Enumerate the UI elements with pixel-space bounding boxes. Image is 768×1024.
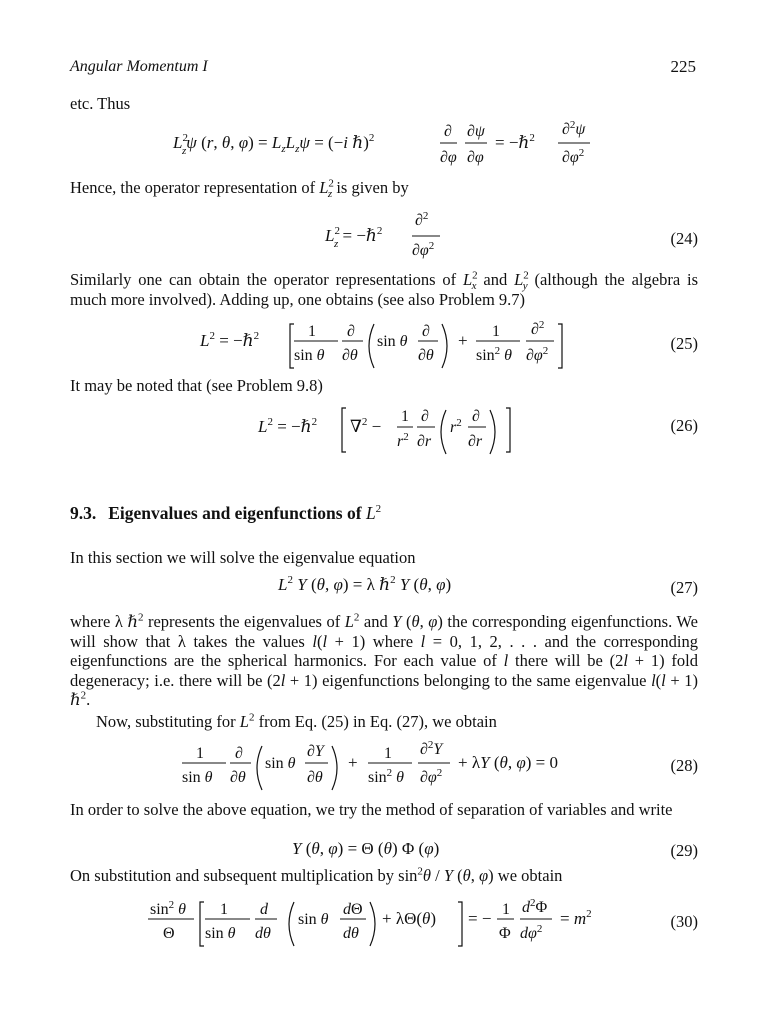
svg-text:d: d [260, 901, 268, 918]
svg-text:dφ2: $d\varphi^2$ [520, 923, 543, 942]
svg-text:sin2 θ: $\sin^2 \theta$ [476, 345, 513, 364]
paragraph-separation: In order to solve the above equation, we try the method of separation of variables and write [70, 800, 673, 819]
equation-25-body [70, 316, 698, 376]
svg-text:L2 = −ℏ2: $L^2$ = −ℏ$^2$ [200, 330, 260, 350]
svg-text:+: + [348, 753, 358, 772]
svg-text:∂r: ∂r [468, 433, 483, 450]
svg-text:= m2: = $m^2$ [560, 908, 592, 928]
paragraph-substitution: On substitution and subsequent multiplication by $\sin^2\theta$ / Y (θ, φ) we obtain [70, 865, 563, 885]
page-number: 225 [670, 57, 696, 76]
svg-text:∂: ∂ [235, 745, 243, 762]
svg-text:sin θ: sin θ [294, 347, 325, 364]
svg-text:sin2 θ: $\sin^2 \theta$ [150, 899, 187, 918]
equation-24-body [70, 205, 698, 265]
svg-text:∂φ2: $\partial\varphi^2$ [526, 345, 549, 364]
svg-text:∇2 −: ∇$^2$ − [350, 416, 382, 436]
svg-text:= −: = − [468, 909, 492, 928]
svg-text:dθ: dθ [343, 925, 359, 942]
svg-text:1: 1 [196, 745, 204, 762]
svg-text:sin θ: sin θ [298, 911, 329, 928]
svg-text:1: 1 [220, 901, 228, 918]
svg-text:∂φ: ∂φ [467, 149, 484, 166]
svg-text:∂: ∂ [444, 123, 452, 140]
equation-30 [70, 892, 698, 952]
svg-text:∂ψ: ∂ψ [467, 123, 485, 140]
svg-text:∂: ∂ [421, 408, 429, 425]
equation-26-body [70, 398, 698, 458]
svg-text:sin θ: sin θ [205, 925, 236, 942]
equation-unnumbered [70, 118, 698, 178]
svg-text:L2 = −ℏ2: $L^2$ = −ℏ$^2$ [258, 416, 318, 436]
svg-text:∂: ∂ [472, 408, 480, 425]
paragraph-where-lambda: where λ ℏ$^2$ represents the eigenvalues of $L^2$ and Y (θ, φ) the corresponding eigenfunctions. We will show that λ takes the values l(l + 1) where l = 0, 1, 2, . . . and the corresponding eigenfunctions are the spherical harmonics. For each value of l there will be (2l + 1) fold degeneracy; i.e. there will be (2l + 1) eigenfunctions belonging to the same eigenvalue l(l + 1) ℏ$^2$. [70, 611, 699, 709]
svg-text:∂φ2: $\partial\varphi^2$ [562, 147, 585, 166]
svg-text:1: 1 [308, 323, 316, 340]
svg-text:sin θ: sin θ [182, 769, 213, 786]
equation-lz2-psi [70, 118, 698, 178]
equation-number: (29) [670, 841, 698, 860]
svg-text:dΘ: dΘ [343, 901, 363, 918]
equation-number: (28) [670, 756, 698, 775]
equation-number: (26) [670, 416, 698, 435]
equation-number: (24) [670, 229, 698, 248]
equation-number: (30) [670, 912, 698, 931]
paragraph-similarly: Similarly one can obtain the operator representations of $L^2_x$ and $L^2_y$ (although the algebra is much more involved). Adding up, one obtains (see also Problem 9.7) [70, 269, 698, 309]
svg-text:1: 1 [384, 745, 392, 762]
svg-text:∂φ: ∂φ [440, 149, 457, 166]
svg-text:sin2 θ: $\sin^2 \theta$ [368, 767, 405, 786]
svg-text:r2: $r^2$ [397, 431, 409, 450]
section-number: 9.3. [70, 503, 97, 523]
equation-28 [70, 738, 698, 798]
equation-24 [70, 205, 698, 265]
paragraph-etc-thus: etc. Thus [70, 94, 131, 113]
equation-25 [70, 316, 698, 376]
svg-text:∂θ: ∂θ [342, 347, 358, 364]
svg-text:sin θ: sin θ [265, 755, 296, 772]
svg-text:Θ: Θ [163, 925, 175, 942]
svg-text:∂2: ∂$^2$ [415, 210, 429, 229]
paragraph-in-this-section: In this section we will solve the eigenvalue equation [70, 548, 416, 567]
svg-text:∂Y: ∂Y [307, 743, 324, 760]
equation-number: (27) [670, 578, 698, 597]
svg-text:= −ℏ2: = −ℏ$^2$ [495, 132, 535, 152]
svg-text:d2Φ: $d^2\Phi$ [522, 897, 548, 916]
svg-text:sin θ: sin θ [377, 333, 408, 350]
svg-text:∂r: ∂r [417, 433, 432, 450]
svg-text:∂θ: ∂θ [230, 769, 246, 786]
svg-text:+: + [458, 331, 468, 350]
svg-text:∂φ2: $\partial\varphi^2$ [412, 240, 435, 259]
svg-text:Φ: Φ [499, 925, 511, 942]
equation-28-body [70, 738, 698, 798]
svg-text:r2: $r^2$ [450, 417, 462, 436]
equation-30-body [70, 892, 698, 952]
svg-text:∂θ: ∂θ [307, 769, 323, 786]
equation-26 [70, 398, 698, 458]
paragraph-substituting: Now, substituting for $L^2$ from Eq. (25) in Eq. (27), we obtain [96, 711, 497, 731]
svg-text:L2zψ (r, θ, φ) = LzLzψ = (−i ℏ: $L^2$ zψ (r, θ, $\varphi) = L_zL_z\psi = (-i$ ℏ)$^2$ [173, 132, 375, 157]
svg-text:∂: ∂ [422, 323, 430, 340]
equation-27-body [70, 568, 698, 598]
svg-text:L2z = −ℏ2: $L^2$ z = −ℏ$^2$ [325, 225, 383, 250]
svg-text:∂2: ∂$^2$ [531, 319, 545, 338]
svg-text:∂: ∂ [347, 323, 355, 340]
svg-text:Y (θ, φ) = Θ (θ) Φ (φ): Y (θ, φ) = Θ (θ) Φ (φ) [292, 839, 440, 858]
svg-text:1: 1 [502, 901, 510, 918]
paragraph-operator-representation: Hence, the operator representation of $L^2_z$ is given by [70, 177, 409, 201]
svg-text:∂φ2: $\partial\varphi^2$ [420, 767, 443, 786]
svg-text:L2 Y (θ, φ) = λ ℏ2 Y (θ, φ): $L^2$ Y (θ, φ) = λ ℏ$^2$ Y (θ, φ) [278, 574, 452, 594]
svg-text:dθ: dθ [255, 925, 271, 942]
svg-text:+ λΘ(θ): + λΘ(θ) [382, 909, 437, 928]
running-head: Angular Momentum I [70, 58, 208, 75]
equation-number: (25) [670, 334, 698, 353]
svg-text:1: 1 [401, 408, 409, 425]
svg-text:1: 1 [492, 323, 500, 340]
paragraph-noted: It may be noted that (see Problem 9.8) [70, 376, 323, 395]
svg-text:∂2Y: ∂$^2$Y [420, 739, 443, 758]
svg-text:∂θ: ∂θ [418, 347, 434, 364]
svg-text:+ λY (θ, φ) = 0: + λY (θ, φ) = 0 [458, 753, 558, 772]
svg-text:∂2ψ: ∂$^2$ψ [562, 119, 586, 138]
section-heading: 9.3. Eigenvalues and eigenfunctions of $L^2$ [70, 503, 382, 523]
equation-29-body [70, 836, 698, 862]
